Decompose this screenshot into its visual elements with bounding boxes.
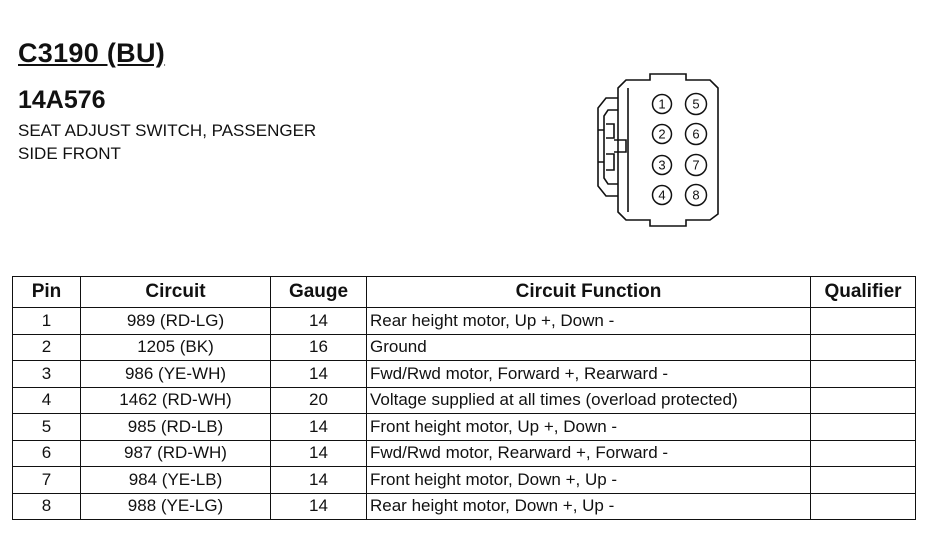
cell-qualifier (811, 387, 916, 414)
header-qualifier: Qualifier (811, 277, 916, 308)
pin-7-label: 7 (692, 157, 700, 173)
pin-7 (686, 155, 707, 176)
cell-pin: 3 (13, 361, 81, 388)
cell-circuit: 986 (YE-WH) (81, 361, 271, 388)
connector-description (18, 119, 398, 165)
pin-4 (653, 186, 672, 205)
cell-pin: 2 (13, 334, 81, 361)
cell-pin: 8 (13, 493, 81, 520)
table-row (13, 493, 916, 520)
cell-gauge: 14 (271, 414, 367, 441)
latch-slot-bottom (598, 154, 614, 170)
latch-tab (614, 140, 626, 152)
cell-function: Ground (367, 334, 811, 361)
cell-pin: 1 (13, 308, 81, 335)
pin-6-label: 6 (692, 126, 700, 142)
header-circuit-function: Circuit Function (367, 277, 811, 308)
cell-gauge: 14 (271, 440, 367, 467)
cell-gauge: 16 (271, 334, 367, 361)
cell-gauge: 14 (271, 361, 367, 388)
cell-circuit: 985 (RD-LB) (81, 414, 271, 441)
cell-circuit: 1205 (BK) (81, 334, 271, 361)
cell-qualifier (811, 334, 916, 361)
cell-pin: 5 (13, 414, 81, 441)
pin-5 (686, 94, 707, 115)
table-row (13, 387, 916, 414)
cell-qualifier (811, 308, 916, 335)
cell-gauge: 14 (271, 493, 367, 520)
cell-circuit: 987 (RD-WH) (81, 440, 271, 467)
cell-function: Rear height motor, Down +, Up - (367, 493, 811, 520)
cell-qualifier (811, 361, 916, 388)
cell-circuit: 989 (RD-LG) (81, 308, 271, 335)
cell-pin: 7 (13, 467, 81, 494)
cell-pin: 4 (13, 387, 81, 414)
pin-2-label: 2 (658, 126, 666, 142)
pin-2 (653, 125, 672, 144)
header-gauge: Gauge (271, 277, 367, 308)
pin-5-label: 5 (692, 96, 700, 112)
part-number: 14A576 (18, 86, 106, 114)
cell-pin: 6 (13, 440, 81, 467)
description-line-1: SEAT ADJUST SWITCH, PASSENGER (18, 121, 317, 140)
pinout-table (12, 276, 916, 520)
pin-8-label: 8 (692, 187, 700, 203)
connector-face-svg (578, 66, 728, 236)
latch-inner (604, 110, 618, 184)
table-row (13, 467, 916, 494)
pin-8 (686, 185, 707, 206)
cell-qualifier (811, 493, 916, 520)
cell-qualifier (811, 440, 916, 467)
cell-gauge: 14 (271, 308, 367, 335)
cell-circuit: 1462 (RD-WH) (81, 387, 271, 414)
cell-qualifier (811, 414, 916, 441)
header-circuit: Circuit (81, 277, 271, 308)
cell-function: Fwd/Rwd motor, Forward +, Rearward - (367, 361, 811, 388)
cell-function: Front height motor, Up +, Down - (367, 414, 811, 441)
cell-gauge: 20 (271, 387, 367, 414)
connector-id: C3190 (BU) (18, 38, 166, 68)
latch-slot-top (598, 124, 614, 138)
table-row (13, 440, 916, 467)
cell-gauge: 14 (271, 467, 367, 494)
table-row (13, 308, 916, 335)
table-row (13, 361, 916, 388)
table-row (13, 334, 916, 361)
description-line-2: SIDE FRONT (18, 144, 121, 163)
cell-circuit: 988 (YE-LG) (81, 493, 271, 520)
connector-face-diagram (578, 66, 728, 236)
cell-function: Voltage supplied at all times (overload protected) (367, 387, 811, 414)
pin-4-label: 4 (658, 187, 666, 203)
cell-function: Rear height motor, Up +, Down - (367, 308, 811, 335)
cell-qualifier (811, 467, 916, 494)
table-row (13, 414, 916, 441)
pin-3-label: 3 (658, 157, 666, 173)
connector-latch (598, 98, 618, 196)
pin-6 (686, 124, 707, 145)
cell-function: Front height motor, Down +, Up - (367, 467, 811, 494)
cell-circuit: 984 (YE-LB) (81, 467, 271, 494)
cell-function: Fwd/Rwd motor, Rearward +, Forward - (367, 440, 811, 467)
header-pin: Pin (13, 277, 81, 308)
table-header-row (13, 277, 916, 308)
pin-1 (653, 95, 672, 114)
pin-1-label: 1 (658, 96, 666, 112)
pin-3 (653, 156, 672, 175)
